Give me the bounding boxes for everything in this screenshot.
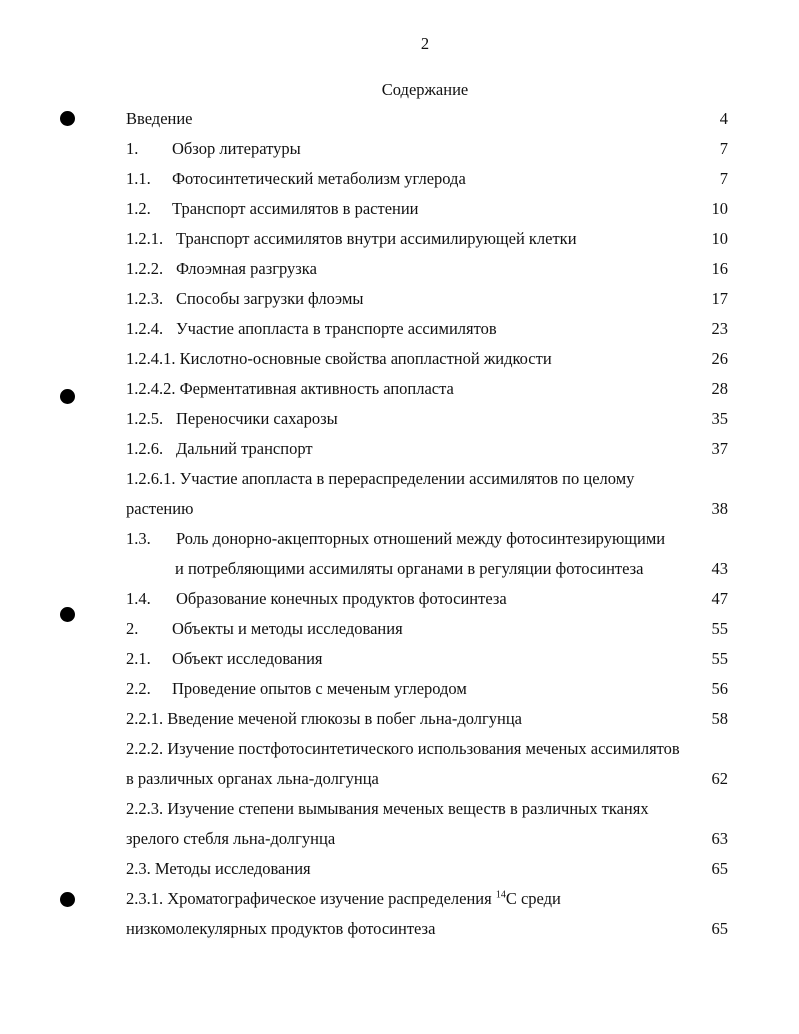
toc-entry: [175, 559, 728, 581]
toc-entry-number: 1.3.: [126, 529, 151, 548]
toc-entry: [126, 769, 728, 791]
toc-entry: [126, 529, 728, 551]
toc-entry: [126, 889, 728, 911]
toc-entry-title: Введение меченой глюкозы в побег льна-долгунца: [167, 709, 522, 728]
toc-entry-title: и потребляющими ассимиляты органами в регуляции фотосинтеза: [175, 559, 644, 578]
toc-entry-number: 1.2.6.: [126, 439, 164, 458]
toc-entry: [126, 319, 728, 341]
toc-entry: [126, 259, 728, 281]
toc-entry-page: 23: [711, 319, 728, 338]
toc-entry-title: Методы исследования: [154, 859, 311, 878]
toc-entry-title: Объекты и методы исследования: [172, 619, 403, 638]
toc-entry-number: 2.2.3.: [126, 799, 164, 818]
toc-entry: [126, 169, 728, 191]
toc-entry: [126, 739, 728, 761]
toc-entry-number: 1.2.4.1.: [126, 349, 176, 368]
toc-entry: [126, 469, 728, 491]
toc-entry-number: 1.2.4.2.: [126, 379, 176, 398]
toc-entry-title: низкомолекулярных продуктов фотосинтеза: [126, 919, 436, 938]
toc-entry-page: 43: [711, 559, 728, 578]
toc-entry: [126, 589, 728, 611]
toc-entry-page: 65: [711, 859, 728, 878]
toc-entry-title: Участие апопласта в перераспределении ассимилятов по целому: [179, 469, 635, 488]
toc-entry-title: Ферментативная активность апопласта: [179, 379, 454, 398]
toc-entry: [126, 439, 728, 461]
toc-entry: [126, 799, 728, 821]
toc-entry-page: 4: [719, 109, 728, 128]
toc-entry-title: Кислотно-основные свойства апопластной жидкости: [179, 349, 552, 368]
toc-entry-number: 2.2.: [126, 679, 151, 698]
toc-entry: [126, 199, 728, 221]
toc-entry: [126, 859, 728, 881]
toc-entry-number: 2.2.1.: [126, 709, 164, 728]
toc-entry-page: 37: [711, 439, 728, 458]
toc-entry-title: Участие апопласта в транспорте ассимилятов: [176, 319, 497, 338]
toc-entry-page: 17: [711, 289, 728, 308]
toc-entry-title: Роль донорно-акцепторных отношений между фотосинтезирующими: [176, 529, 666, 548]
toc-entry-number: 1.4.: [126, 589, 151, 608]
toc-entry: [126, 409, 728, 431]
toc-entry: [126, 109, 728, 131]
toc-entry-title: Введение: [126, 109, 193, 128]
isotope-superscript: 14: [495, 889, 506, 901]
toc-entry: [126, 679, 728, 701]
toc-entry-number: 1.: [126, 139, 139, 158]
toc-entry-number: 1.2.: [126, 199, 151, 218]
punch-hole-mark: [60, 892, 75, 907]
toc-entry: [126, 229, 728, 251]
toc-entry-title: Объект исследования: [172, 649, 323, 668]
toc-entry-page: 10: [711, 229, 728, 248]
toc-entry: [126, 829, 728, 851]
toc-entry: [126, 709, 728, 731]
toc-entry-title: Проведение опытов с меченым углеродом: [172, 679, 467, 698]
toc-entry-title: Транспорт ассимилятов в растении: [172, 199, 419, 218]
toc-entry: [126, 139, 728, 161]
toc-entry-title: Флоэмная разгрузка: [176, 259, 317, 278]
toc-entry-number: 1.2.5.: [126, 409, 164, 428]
toc-entry-title: Обзор литературы: [172, 139, 301, 158]
toc-entry-title: зрелого стебля льна-долгунца: [126, 829, 336, 848]
toc-entry-page: 58: [711, 709, 728, 728]
toc-entry-title: Дальний транспорт: [176, 439, 313, 458]
punch-hole-mark: [60, 607, 75, 622]
toc-entry-page: 7: [719, 169, 728, 188]
punch-hole-mark: [60, 111, 75, 126]
toc-entry-number: 2.: [126, 619, 139, 638]
punch-hole-mark: [60, 389, 75, 404]
toc-entry-title: растению: [126, 499, 194, 518]
toc-entry-title: Изучение степени вымывания меченых веществ в различных тканях: [167, 799, 649, 818]
toc-entry-number: 1.2.4.: [126, 319, 164, 338]
toc-entry-number: 2.3.: [126, 859, 151, 878]
toc-entry-page: 7: [719, 139, 728, 158]
toc-entry-number: 1.2.3.: [126, 289, 164, 308]
page-number: 2: [420, 34, 430, 53]
toc-entry-title: Переносчики сахарозы: [176, 409, 338, 428]
toc-entry-number: 1.2.1.: [126, 229, 164, 248]
toc-entry-page: 16: [711, 259, 728, 278]
toc-entry-title: в различных органах льна-долгунца: [126, 769, 379, 788]
toc-entry-page: 38: [711, 499, 728, 518]
toc-entry-number: 2.2.2.: [126, 739, 164, 758]
toc-entry-title: Способы загрузки флоэмы: [176, 289, 364, 308]
toc-entry-page: 63: [711, 829, 728, 848]
toc-entry-title-continued: С среди: [505, 889, 561, 908]
toc-entry-number: 2.1.: [126, 649, 151, 668]
toc-entry-page: 35: [711, 409, 728, 428]
toc-entry-page: 28: [711, 379, 728, 398]
toc-entry: [126, 499, 728, 521]
toc-entry-page: 47: [711, 589, 728, 608]
toc-entry-title: Хроматографическое изучение распределения: [167, 889, 492, 908]
toc-heading: Содержание: [381, 80, 469, 99]
toc-entry: [126, 289, 728, 311]
toc-entry-page: 55: [711, 619, 728, 638]
toc-entry-page: 10: [711, 199, 728, 218]
toc-entry-title: Транспорт ассимилятов внутри ассимилирующей клетки: [176, 229, 577, 248]
toc-entry: [126, 619, 728, 641]
toc-entry-number: 2.3.1.: [126, 889, 164, 908]
toc-entry: [126, 919, 728, 941]
toc-entry-number: 1.1.: [126, 169, 151, 188]
toc-entry-page: 65: [711, 919, 728, 938]
toc-entry-title: Изучение постфотосинтетического использования меченых ассимилятов: [167, 739, 680, 758]
toc-entry-page: 62: [711, 769, 728, 788]
toc-entry-page: 55: [711, 649, 728, 668]
toc-entry: [126, 379, 728, 401]
toc-entry-page: 56: [711, 679, 728, 698]
toc-entry: [126, 649, 728, 671]
toc-entry-number: 1.2.6.1.: [126, 469, 176, 488]
toc-entry-number: 1.2.2.: [126, 259, 164, 278]
toc-entry-title: Образование конечных продуктов фотосинтеза: [176, 589, 507, 608]
toc-entry-title: Фотосинтетический метаболизм углерода: [172, 169, 466, 188]
toc-entry-page: 26: [711, 349, 728, 368]
toc-entry: [126, 349, 728, 371]
